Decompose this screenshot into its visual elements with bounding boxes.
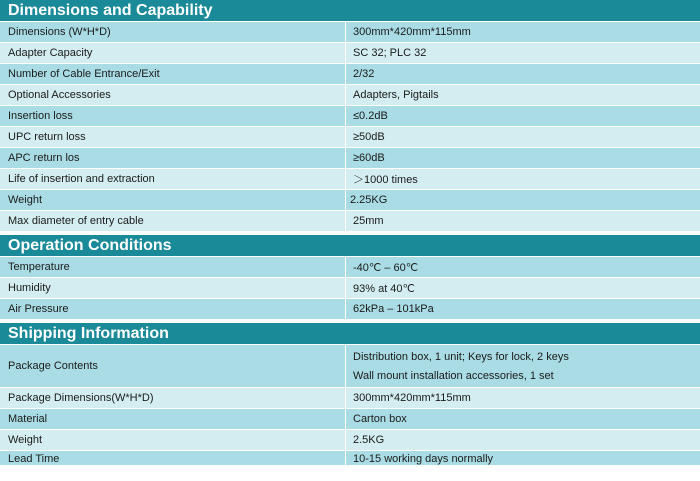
table-row — [0, 126, 700, 147]
table-row — [0, 105, 700, 126]
row-value: ＞1000 times — [353, 174, 418, 186]
table-row — [0, 168, 700, 189]
table-row — [0, 63, 700, 84]
table-row — [0, 84, 700, 105]
row-value — [346, 345, 700, 387]
row-value: 93% at 40℃ — [353, 282, 415, 295]
row-label: Material — [0, 409, 346, 429]
row-label: Optional Accessories — [0, 85, 346, 105]
table-row — [0, 298, 700, 319]
row-value: Carton box — [353, 413, 407, 425]
row-label: Dimensions (W*H*D) — [0, 22, 346, 42]
row-value: 25mm — [353, 215, 384, 227]
row-value: 2.5KG — [353, 434, 385, 446]
row-value: 2/32 — [353, 68, 375, 80]
row-value: 300mm*420mm*115mm — [353, 26, 471, 38]
table-row — [0, 344, 700, 387]
row-label: Weight — [0, 430, 346, 450]
table-row — [0, 450, 700, 465]
dimensions-table — [0, 21, 700, 231]
row-label: Weight — [0, 190, 346, 210]
shipping-table — [0, 344, 700, 465]
table-row — [0, 147, 700, 168]
row-label: Lead Time — [0, 451, 346, 465]
row-label: Temperature — [0, 257, 346, 277]
table-row — [0, 277, 700, 298]
row-value-line: Wall mount installation accessories, 1 set — [353, 369, 554, 382]
table-row — [0, 256, 700, 277]
table-row — [0, 21, 700, 42]
row-label: UPC return loss — [0, 127, 346, 147]
row-value: ≥50dB — [353, 131, 385, 143]
table-row — [0, 408, 700, 429]
row-label: Package Contents — [0, 345, 346, 387]
row-value: ≤0.2dB — [353, 110, 388, 122]
section-title-shipping: Shipping Information — [0, 323, 700, 344]
row-label: Air Pressure — [0, 299, 346, 319]
row-label: Adapter Capacity — [0, 43, 346, 63]
section-title-operation: Operation Conditions — [0, 235, 700, 256]
row-value: 2.25KG — [350, 194, 388, 206]
row-label: Insertion loss — [0, 106, 346, 126]
section-title-dimensions: Dimensions and Capability — [0, 0, 700, 21]
row-value: Adapters, Pigtails — [353, 89, 439, 101]
row-label: Max diameter of entry cable — [0, 211, 346, 231]
operation-table — [0, 256, 700, 319]
row-value: -40℃ – 60℃ — [353, 261, 419, 274]
row-value-line: Distribution box, 1 unit; Keys for lock, 2 keys — [353, 350, 569, 363]
row-value: 10-15 working days normally — [353, 453, 494, 465]
table-row — [0, 387, 700, 408]
table-row — [0, 189, 700, 210]
row-label: Number of Cable Entrance/Exit — [0, 64, 346, 84]
row-value: SC 32; PLC 32 — [353, 47, 427, 59]
table-row — [0, 210, 700, 231]
table-row — [0, 42, 700, 63]
row-label: Humidity — [0, 278, 346, 298]
row-value: ≥60dB — [353, 152, 385, 164]
row-label: APC return los — [0, 148, 346, 168]
row-value: 300mm*420mm*115mm — [353, 392, 471, 404]
row-value: 62kPa – 101kPa — [353, 303, 434, 315]
row-label: Life of insertion and extraction — [0, 169, 346, 189]
row-label: Package Dimensions(W*H*D) — [0, 388, 346, 408]
table-row — [0, 429, 700, 450]
